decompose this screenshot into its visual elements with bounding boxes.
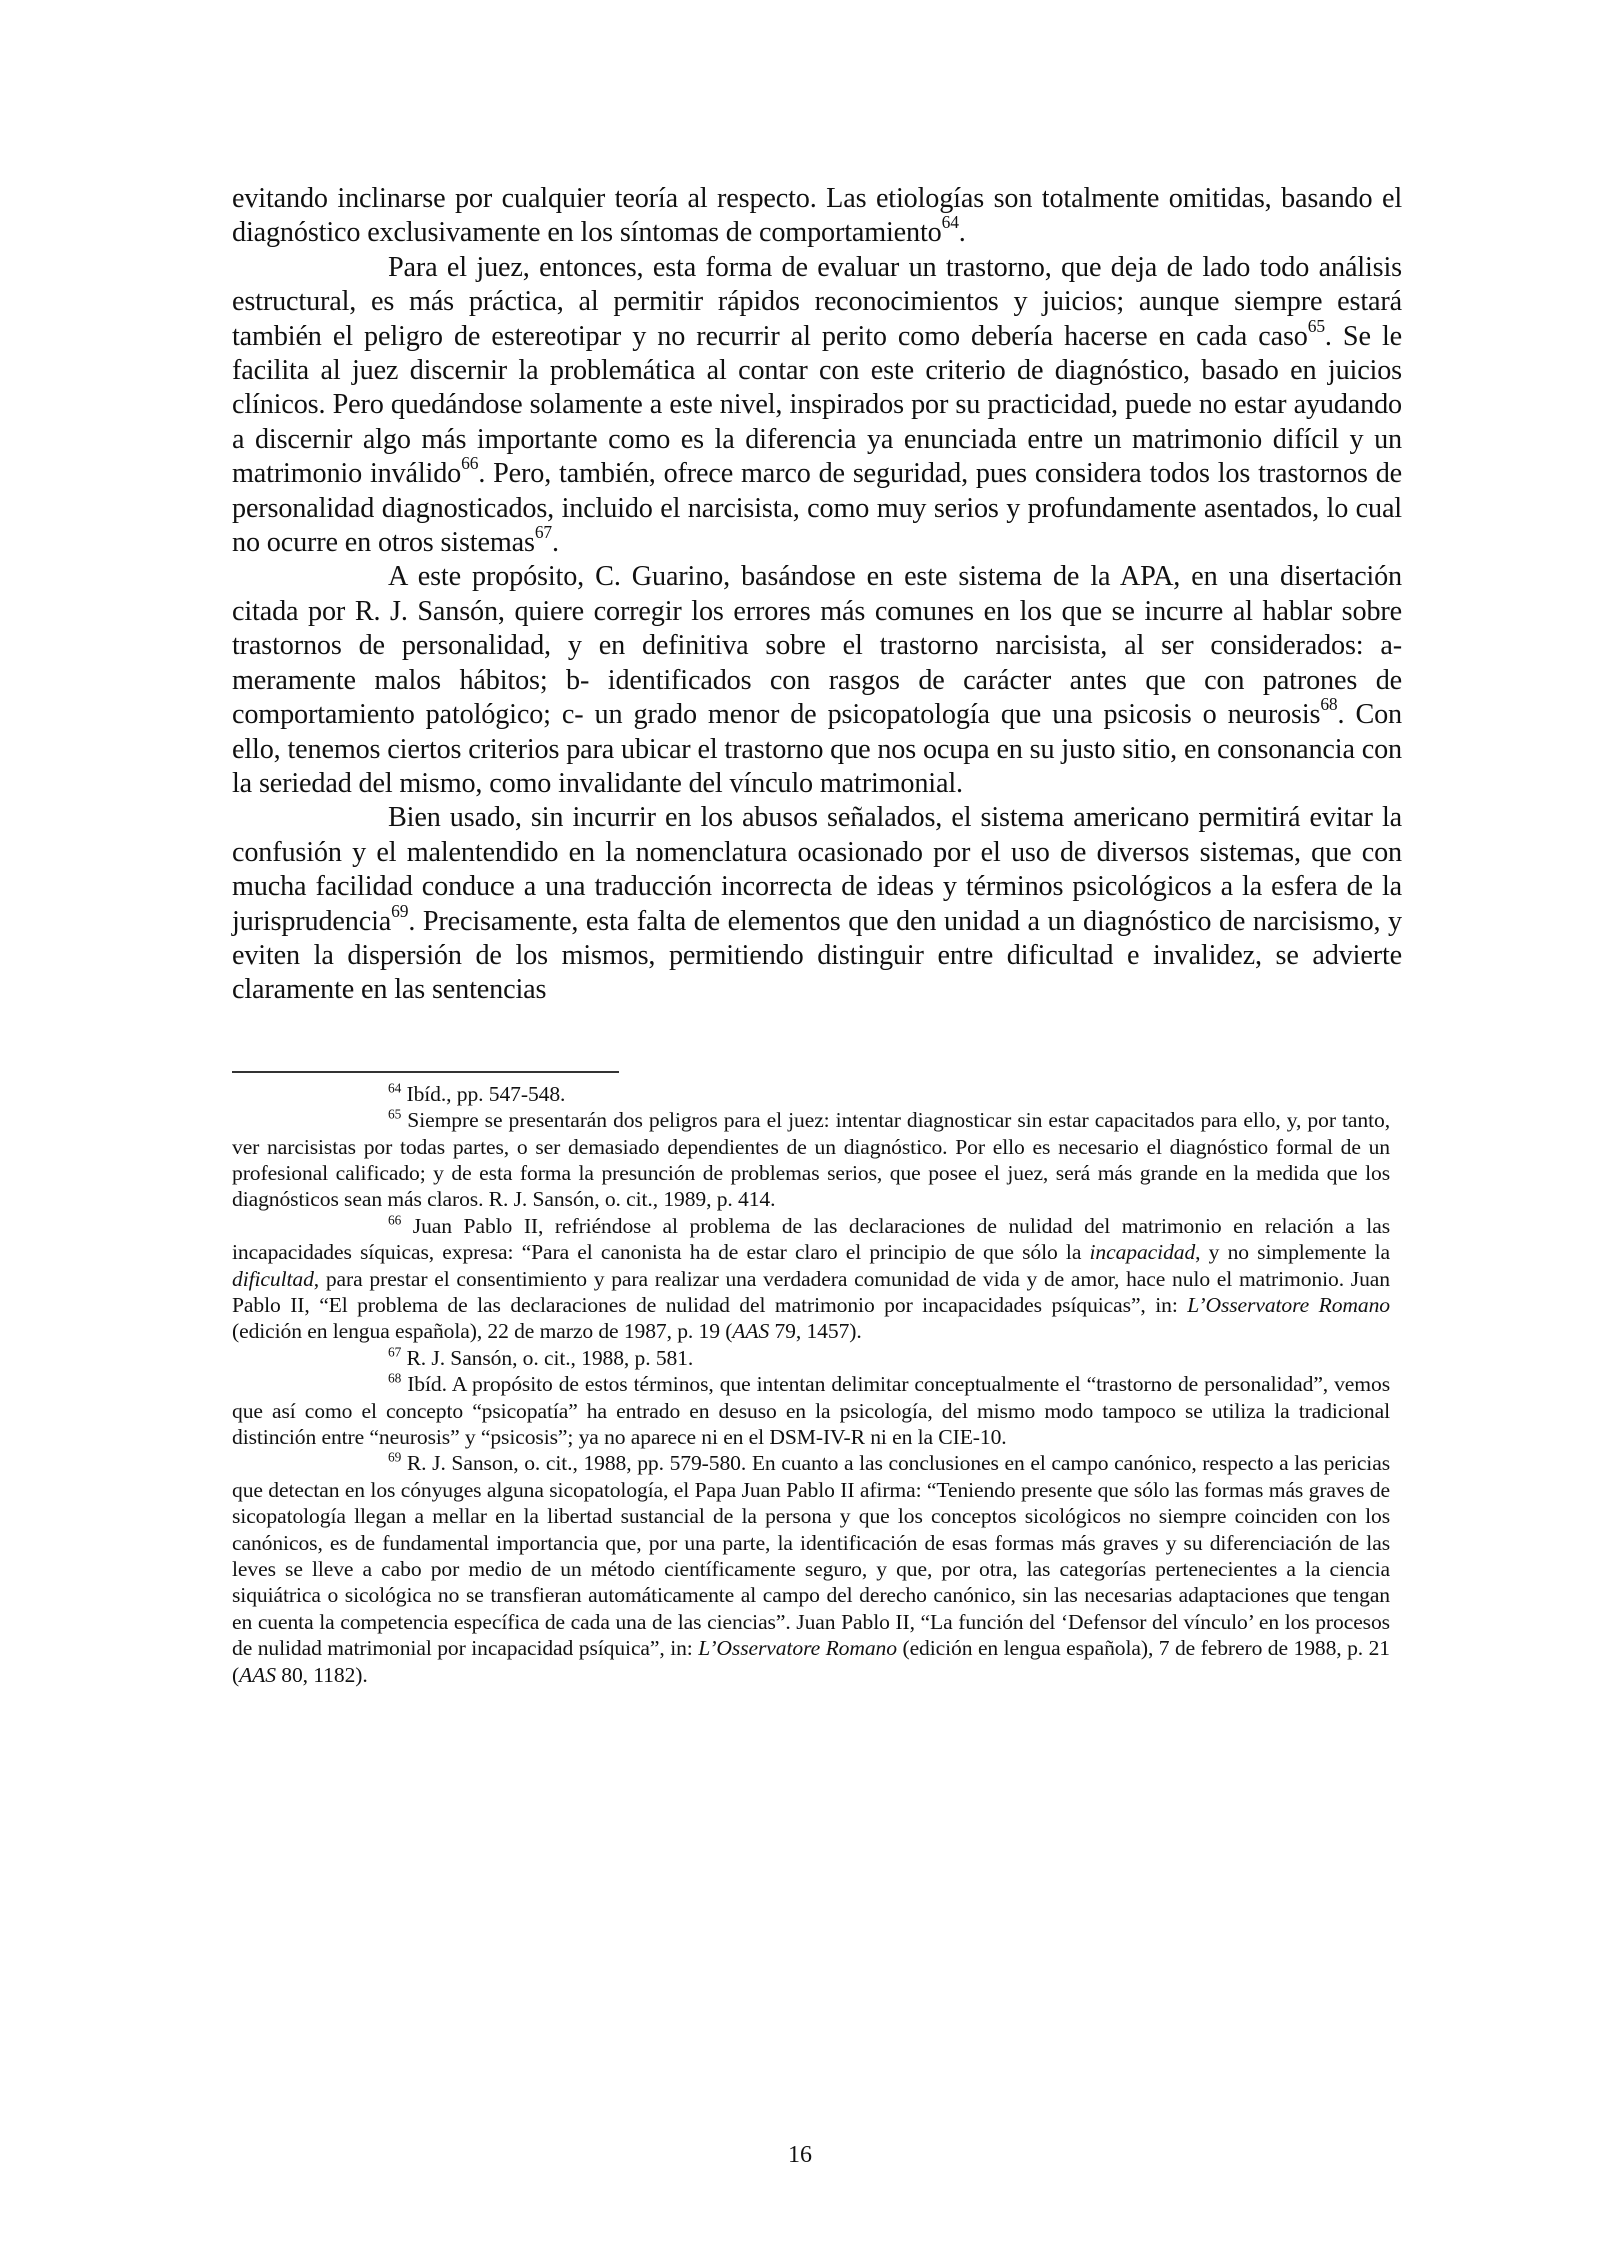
footnote-number: 66 — [388, 1212, 402, 1228]
footnote-text: R. J. Sansón, o. cit., 1988, p. 581. — [401, 1345, 694, 1370]
footnotes — [232, 1081, 1390, 1688]
paragraph-text: Para el juez, entonces, esta forma de evaluar un trastorno, que deja de lado todo análisis estructural, es más práctica, al permitir rápidos reconocimientos y juicios; aunque siempre estará también el peligro de estereotipar y no recurrir al perito como debería hacerse en cada caso — [232, 251, 1402, 352]
body-text — [232, 182, 1402, 1008]
footnote-text: 80, 1182). — [275, 1662, 368, 1687]
footnote-67 — [232, 1345, 1390, 1371]
footnote-text: Ibíd., pp. 547-548. — [401, 1081, 566, 1106]
footnote-ref-68[interactable]: 68 — [1320, 693, 1338, 714]
paragraph-text: . Precisamente, esta falta de elementos que den unidad a un diagnóstico de narcisismo, y eviten la dispersión de los mismos, permitiendo distinguir entre dificultad e invalidez, se advierte claramente en las sentencias — [232, 905, 1402, 1006]
publication-abbrev: AAS — [732, 1319, 770, 1344]
footnote-66 — [232, 1213, 1390, 1345]
footnote-number: 65 — [388, 1106, 402, 1122]
paragraph-text: . Pero, también, ofrece marco de seguridad, pues considera todos los trastornos de personalidad diagnosticados, incluido el narcisista, como muy serios y profundamente asentados, lo cual no ocurre en otros sistemas — [232, 458, 1402, 559]
footnote-text: (edición en lengua española), 22 de marzo de 1987, p. 19 ( — [232, 1319, 733, 1344]
paragraph-1 — [232, 182, 1402, 251]
footnote-number: 64 — [388, 1080, 402, 1096]
footnote-text: Ibíd. A propósito de estos términos, que intentan delimitar conceptualmente el “trastorno de personalidad”, vemos que así como el concepto “psicopatía” ha entrado en desuso en la psicología, del mismo modo tampoco se utiliza la tradicional distinción entre “neurosis” y “psicosis”; ya no aparece ni en el DSM-IV-R ni en la CIE-10. — [232, 1372, 1390, 1450]
footnote-68 — [232, 1371, 1390, 1450]
paragraph-text: . — [551, 527, 559, 559]
document-page — [232, 182, 1402, 1688]
publication-title: L’Osservatore Romano — [1187, 1293, 1390, 1317]
paragraph-4 — [232, 801, 1402, 1007]
footnote-number: 67 — [388, 1344, 402, 1360]
paragraph-text: A este propósito, C. Guarino, basándose en este sistema de la APA, en una disertación citada por R. J. Sansón, quiere corregir los errores más comunes en los que se incurre al hablar sobre trastornos de personalidad, y en definitiva sobre el trastorno narcisista, al ser considerados: a- meramente malos hábitos; b- identificados con rasgos de carácter antes que con patrones de comportamiento patológico; c- un grado menor de psicopatología que una psicosis o neurosis — [232, 561, 1402, 731]
footnote-text: Siempre se presentarán dos peligros para el juez: intentar diagnosticar sin estar capacitados para ello, y, por tanto, ver narcisistas por todas partes, o ser demasiado dependientes de un diagnóstico. Por ello es necesario el diagnóstico formal de un profesional calificado; y de esta forma la presunción de problemas serios, que posee el juez, será más grande en la medida que los diagnósticos sean más claros. R. J. Sansón, o. cit., 1989, p. 414. — [232, 1108, 1390, 1212]
publication-title: L’Osservatore Romano — [698, 1636, 897, 1661]
page-number: 16 — [788, 2142, 812, 2168]
footnote-text: Juan Pablo II, refriéndose al problema de las declaraciones de nulidad del matrimonio en relación a las incapacidades síquicas, expresa: “Para el canonista ha de estar claro el principio de que sólo la — [232, 1213, 1390, 1265]
footnote-text: , y no simplemente la — [1195, 1240, 1390, 1265]
paragraph-2 — [232, 251, 1402, 561]
footnote-number: 69 — [388, 1449, 402, 1465]
paragraph-text: evitando inclinarse por cualquier teoría al respecto. Las etiologías son totalmente omitidas, basando el diagnóstico exclusivamente en los síntomas de comportamiento — [232, 183, 1402, 249]
footnote-ref-69[interactable]: 69 — [391, 900, 409, 921]
publication-abbrev: AAS — [239, 1662, 276, 1687]
footnote-text: (edición en lengua española), 7 de febrero de 1988, p. 21 ( — [232, 1636, 1390, 1687]
footnote-ref-65[interactable]: 65 — [1307, 315, 1325, 336]
footnote-text: , para prestar el consentimiento y para realizar una verdadera comunidad de vida y de amor, hace nulo el matrimonio. Juan Pablo II, “El problema de las declaraciones de nulidad del matrimonio por incapacidades psíquicas”, in: — [232, 1266, 1390, 1317]
paragraph-text: . — [958, 217, 966, 249]
paragraph-3 — [232, 560, 1402, 801]
footnote-ref-66[interactable]: 66 — [461, 453, 479, 474]
paragraph-text: . Con ello, tenemos ciertos criterios para ubicar el trastorno que nos ocupa en su justo sitio, en consonancia con la seriedad del mismo, como invalidante del vínculo matrimonial. — [232, 699, 1402, 799]
footnote-text: 79, 1457). — [769, 1319, 862, 1344]
footnote-text: R. J. Sanson, o. cit., 1988, pp. 579-580. En cuanto a las conclusiones en el campo canónico, respecto a las pericias que detectan en los cónyuges alguna sicopatología, el Papa Juan Pablo II afirma: “Teniendo presente que sólo las formas más graves de sicopatología llegan a mellar en la libertad sustancial de la persona y que los conceptos sicológicos no siempre coinciden con los canónicos, es de fundamental importancia que, por una parte, la identificación de esas formas más graves y su diferenciación de las leves se lleve a cabo por medio de un método científicamente seguro, y que, por otra, las categorías pertenecientes a la ciencia siquiátrica o sicológica no se transfieran automáticamente al campo del derecho canónico, sin las necesarias adaptaciones que tengan en cuenta la competencia específica de cada una de las ciencias”. Juan Pablo II, “La función del ‘Defensor del vínculo’ en los procesos de nulidad matrimonial por incapacidad psíquica”, in: — [232, 1451, 1390, 1661]
footnote-italic: dificultad — [232, 1266, 314, 1291]
footnote-69 — [232, 1450, 1390, 1688]
paragraph-text: Bien usado, sin incurrir en los abusos señalados, el sistema americano permitirá evitar la confusión y el malentendido en la nomenclatura ocasionado por el uso de diversos sistemas, que con mucha facilidad conduce a una traducción incorrecta de ideas y términos psicológicos a la esfera de la jurisprudencia — [232, 802, 1402, 937]
footnote-64 — [232, 1081, 1390, 1107]
paragraph-text: . Se le facilita al juez discernir la problemática al contar con este criterio de diagnóstico, basado en juicios clínicos. Pero quedándose solamente a este nivel, inspirados por su practicidad, puede no estar ayudando a discernir algo más importante como es la diferencia ya enunciada entre un matrimonio difícil y un matrimonio inválido — [232, 320, 1402, 490]
footnote-separator — [232, 1071, 619, 1073]
footnote-65 — [232, 1107, 1390, 1213]
footnote-ref-67[interactable]: 67 — [534, 521, 552, 542]
footnote-italic: incapacidad — [1089, 1240, 1196, 1265]
footnote-number: 68 — [388, 1370, 402, 1386]
footnote-ref-64[interactable]: 64 — [941, 212, 959, 233]
